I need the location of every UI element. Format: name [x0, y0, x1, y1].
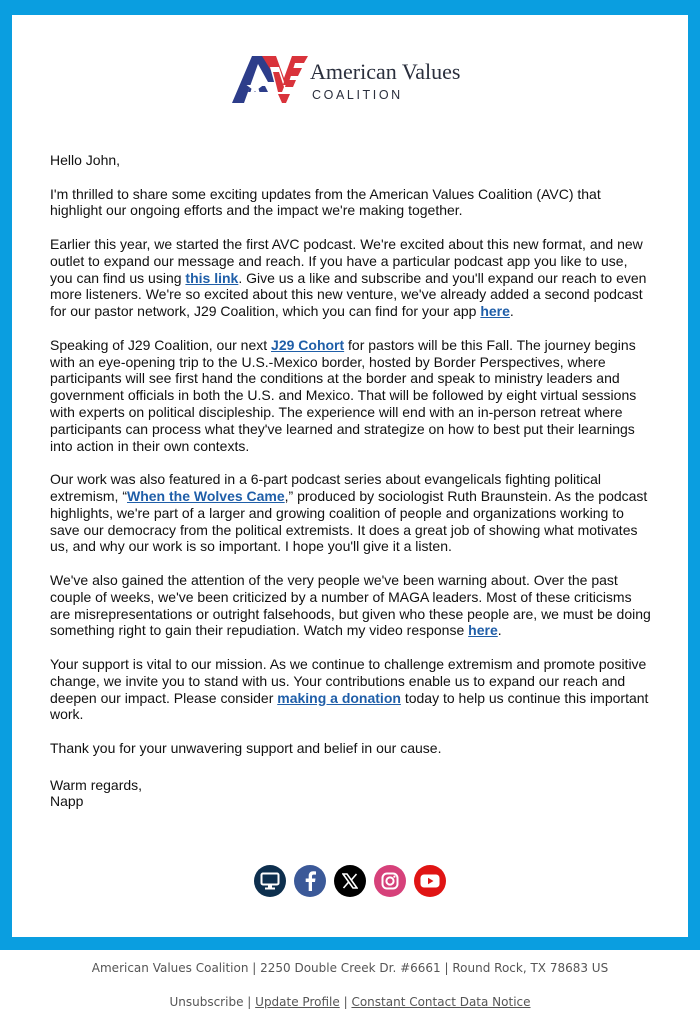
text: ,” produced by sociologist Ruth Braunstein. As the podcast highlights, we're part of a larger and growing coalition of people and organizations working to save our democracy from the political extremists. It does a great job of showing what motivates us, and why our work is so important. I hope you'll give it a listen. — [50, 487, 648, 555]
avc-logo-mark-icon — [232, 56, 308, 103]
wolves-came-link[interactable]: When the Wolves Came — [127, 487, 285, 504]
podcast-link[interactable]: this link — [185, 269, 239, 286]
text: for pastors will be this Fall. The journey begins with an eye-opening trip to the U.S.-Mexico border, hosted by Border Perspectives, where participants will see first hand the conditions at the border and speak to ministry leaders and government officials in both the U.S. and Mexico. That will be followed by eight virtual sessions with experts on political discipleship. The experience will end with an in-person retreat where participants can process what they've learned and strategize on how to best put their learnings into action in their own contexts. — [50, 336, 637, 454]
email-body — [50, 152, 652, 810]
text: Earlier this year, we started the first AVC podcast. We're excited about this new format, and new outlet to expand our message and reach. If you have a particular podcast app you like to use, you can find us using — [50, 235, 643, 286]
signature: Napp — [50, 793, 84, 810]
website-icon[interactable] — [254, 865, 286, 897]
paragraph-wolves — [50, 471, 652, 555]
text: today to help us continue this important work. — [50, 689, 649, 723]
paragraph-podcast — [50, 236, 652, 320]
data-notice-link[interactable]: Constant Contact Data Notice — [351, 995, 531, 1009]
text: Our work was also featured in a 6-part podcast series about evangelicals fighting political extremism, “ — [50, 471, 601, 504]
text: We've also gained the attention of the very people we've been warning about. Over the past couple of weeks, we've been criticized by a number of MAGA leaders. Most of these criticisms are misrepresentations or outright falsehoods, but given who these people are, we must be doing something right to gain their repudiation. Watch my video response — [50, 571, 651, 639]
social-links — [254, 865, 446, 897]
footer-address: American Values Coalition | 2250 Double Creek Dr. #6661 | Round Rock, TX 78683 US — [91, 961, 609, 975]
donation-link[interactable]: making a donation — [277, 689, 401, 706]
video-response-link[interactable]: here — [468, 622, 498, 639]
text: Your support is vital to our mission. As we continue to challenge extremism and promote positive change, we invite you to stand with us. Your contributions enable us to expand our reach and deepen our impact. Please consider — [50, 655, 647, 706]
signoff: Warm regards, — [50, 776, 143, 793]
paragraph-maga — [50, 572, 652, 639]
text: . — [509, 303, 514, 320]
facebook-icon[interactable] — [294, 865, 326, 897]
paragraph-support — [50, 656, 652, 723]
j29-cohort-link[interactable]: J29 Cohort — [271, 336, 345, 353]
avc-logo[interactable] — [232, 41, 482, 103]
instagram-icon[interactable] — [374, 865, 406, 897]
text: . — [497, 622, 502, 639]
footer-links — [0, 995, 700, 1009]
separator: | — [343, 995, 348, 1009]
logo-name-line1: American Values — [310, 59, 461, 84]
paragraph-intro: I'm thrilled to share some exciting updates from the American Values Coalition (AVC) that highlight our ongoing efforts and the impact we're making together. — [50, 185, 601, 219]
x-icon[interactable] — [334, 865, 366, 897]
j29-podcast-link[interactable]: here — [480, 303, 510, 320]
separator: | — [247, 995, 252, 1009]
greeting: Hello John, — [50, 152, 121, 168]
text: Speaking of J29 Coalition, our next — [50, 336, 272, 353]
paragraph-thanks: Thank you for your unwavering support and belief in our cause. — [50, 739, 442, 756]
update-profile-link[interactable]: Update Profile — [255, 995, 340, 1009]
text: . Give us a like and subscribe and you'll expand our reach to even more listeners. We're so excited about this new venture, we've already added a second podcast for our pastor network, J29 Coalition, which you can find for your app — [50, 269, 647, 320]
youtube-icon[interactable] — [414, 865, 446, 897]
unsubscribe-link[interactable]: Unsubscribe — [169, 995, 244, 1009]
logo-name-line2: COALITION — [312, 88, 403, 102]
paragraph-cohort — [50, 337, 652, 455]
